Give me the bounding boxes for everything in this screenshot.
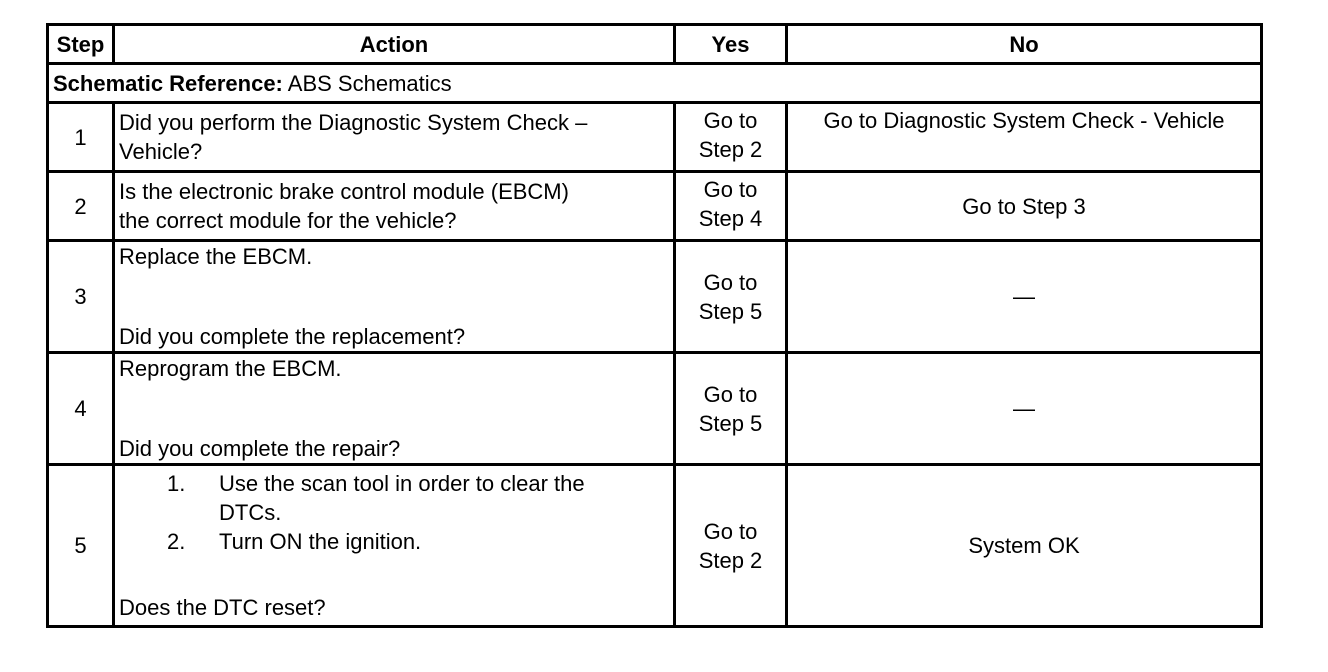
step-number: 1 xyxy=(48,103,114,172)
no-cell: System OK xyxy=(787,465,1262,627)
yes-cell[interactable] xyxy=(675,241,787,353)
no-cell[interactable]: Go to Diagnostic System Check - Vehicle xyxy=(787,103,1262,172)
schematic-reference-row xyxy=(48,64,1262,103)
action-cell xyxy=(114,172,675,241)
table-row xyxy=(48,465,1262,627)
action-line: Vehicle? xyxy=(119,139,203,164)
yes-line: Step 2 xyxy=(698,547,763,573)
yes-cell[interactable] xyxy=(675,353,787,465)
yes-line: Go to xyxy=(703,518,758,544)
header-no: No xyxy=(787,25,1262,64)
substep-line: Use the scan tool in order to clear the xyxy=(219,471,585,496)
substep-line: Turn ON the ignition. xyxy=(219,529,422,554)
header-action: Action xyxy=(114,25,675,64)
action-line: Did you perform the Diagnostic System Check – xyxy=(119,110,588,135)
action-line: Replace the EBCM. xyxy=(119,244,313,269)
no-cell: — xyxy=(787,241,1262,353)
yes-line: Go to xyxy=(703,108,758,133)
substep-number: 2. xyxy=(167,529,186,554)
yes-line: Step 5 xyxy=(698,410,763,436)
table-row xyxy=(48,353,1262,465)
action-line: Did you complete the repair? xyxy=(119,436,401,461)
table-row xyxy=(48,241,1262,353)
no-cell: — xyxy=(787,353,1262,465)
table-row xyxy=(48,103,1262,172)
no-cell[interactable]: Go to Step 3 xyxy=(787,172,1262,241)
yes-line: Step 4 xyxy=(698,206,763,231)
header-step: Step xyxy=(48,25,114,64)
yes-line: Step 5 xyxy=(698,298,763,324)
substep-list xyxy=(119,469,669,556)
substep-line: DTCs. xyxy=(219,500,282,525)
step-number: 3 xyxy=(48,241,114,353)
yes-line: Go to xyxy=(703,177,758,202)
action-cell xyxy=(114,353,675,465)
yes-cell[interactable] xyxy=(675,465,787,627)
diagnostic-table xyxy=(46,23,1263,628)
action-line: Did you complete the replacement? xyxy=(119,324,466,349)
yes-line: Go to xyxy=(703,381,758,407)
action-line: Is the electronic brake control module (EBCM) xyxy=(119,179,569,204)
action-question: Does the DTC reset? xyxy=(119,595,326,620)
action-cell xyxy=(114,465,675,627)
step-number: 2 xyxy=(48,172,114,241)
substep-number: 1. xyxy=(167,471,186,496)
schematic-reference-link[interactable]: ABS Schematics xyxy=(287,70,452,96)
action-line: the correct module for the vehicle? xyxy=(119,208,457,233)
yes-line: Go to xyxy=(703,269,758,295)
action-line: Reprogram the EBCM. xyxy=(119,356,342,381)
step-number: 5 xyxy=(48,465,114,627)
header-yes: Yes xyxy=(675,25,787,64)
schematic-reference xyxy=(48,64,1262,103)
action-cell xyxy=(114,103,675,172)
list-item xyxy=(119,469,669,527)
step-number: 4 xyxy=(48,353,114,465)
header-row xyxy=(48,25,1262,64)
yes-cell[interactable] xyxy=(675,103,787,172)
yes-cell[interactable] xyxy=(675,172,787,241)
table-row xyxy=(48,172,1262,241)
schematic-reference-label: Schematic Reference: xyxy=(53,70,283,96)
list-item xyxy=(119,527,669,556)
action-cell xyxy=(114,241,675,353)
yes-line: Step 2 xyxy=(698,137,763,162)
